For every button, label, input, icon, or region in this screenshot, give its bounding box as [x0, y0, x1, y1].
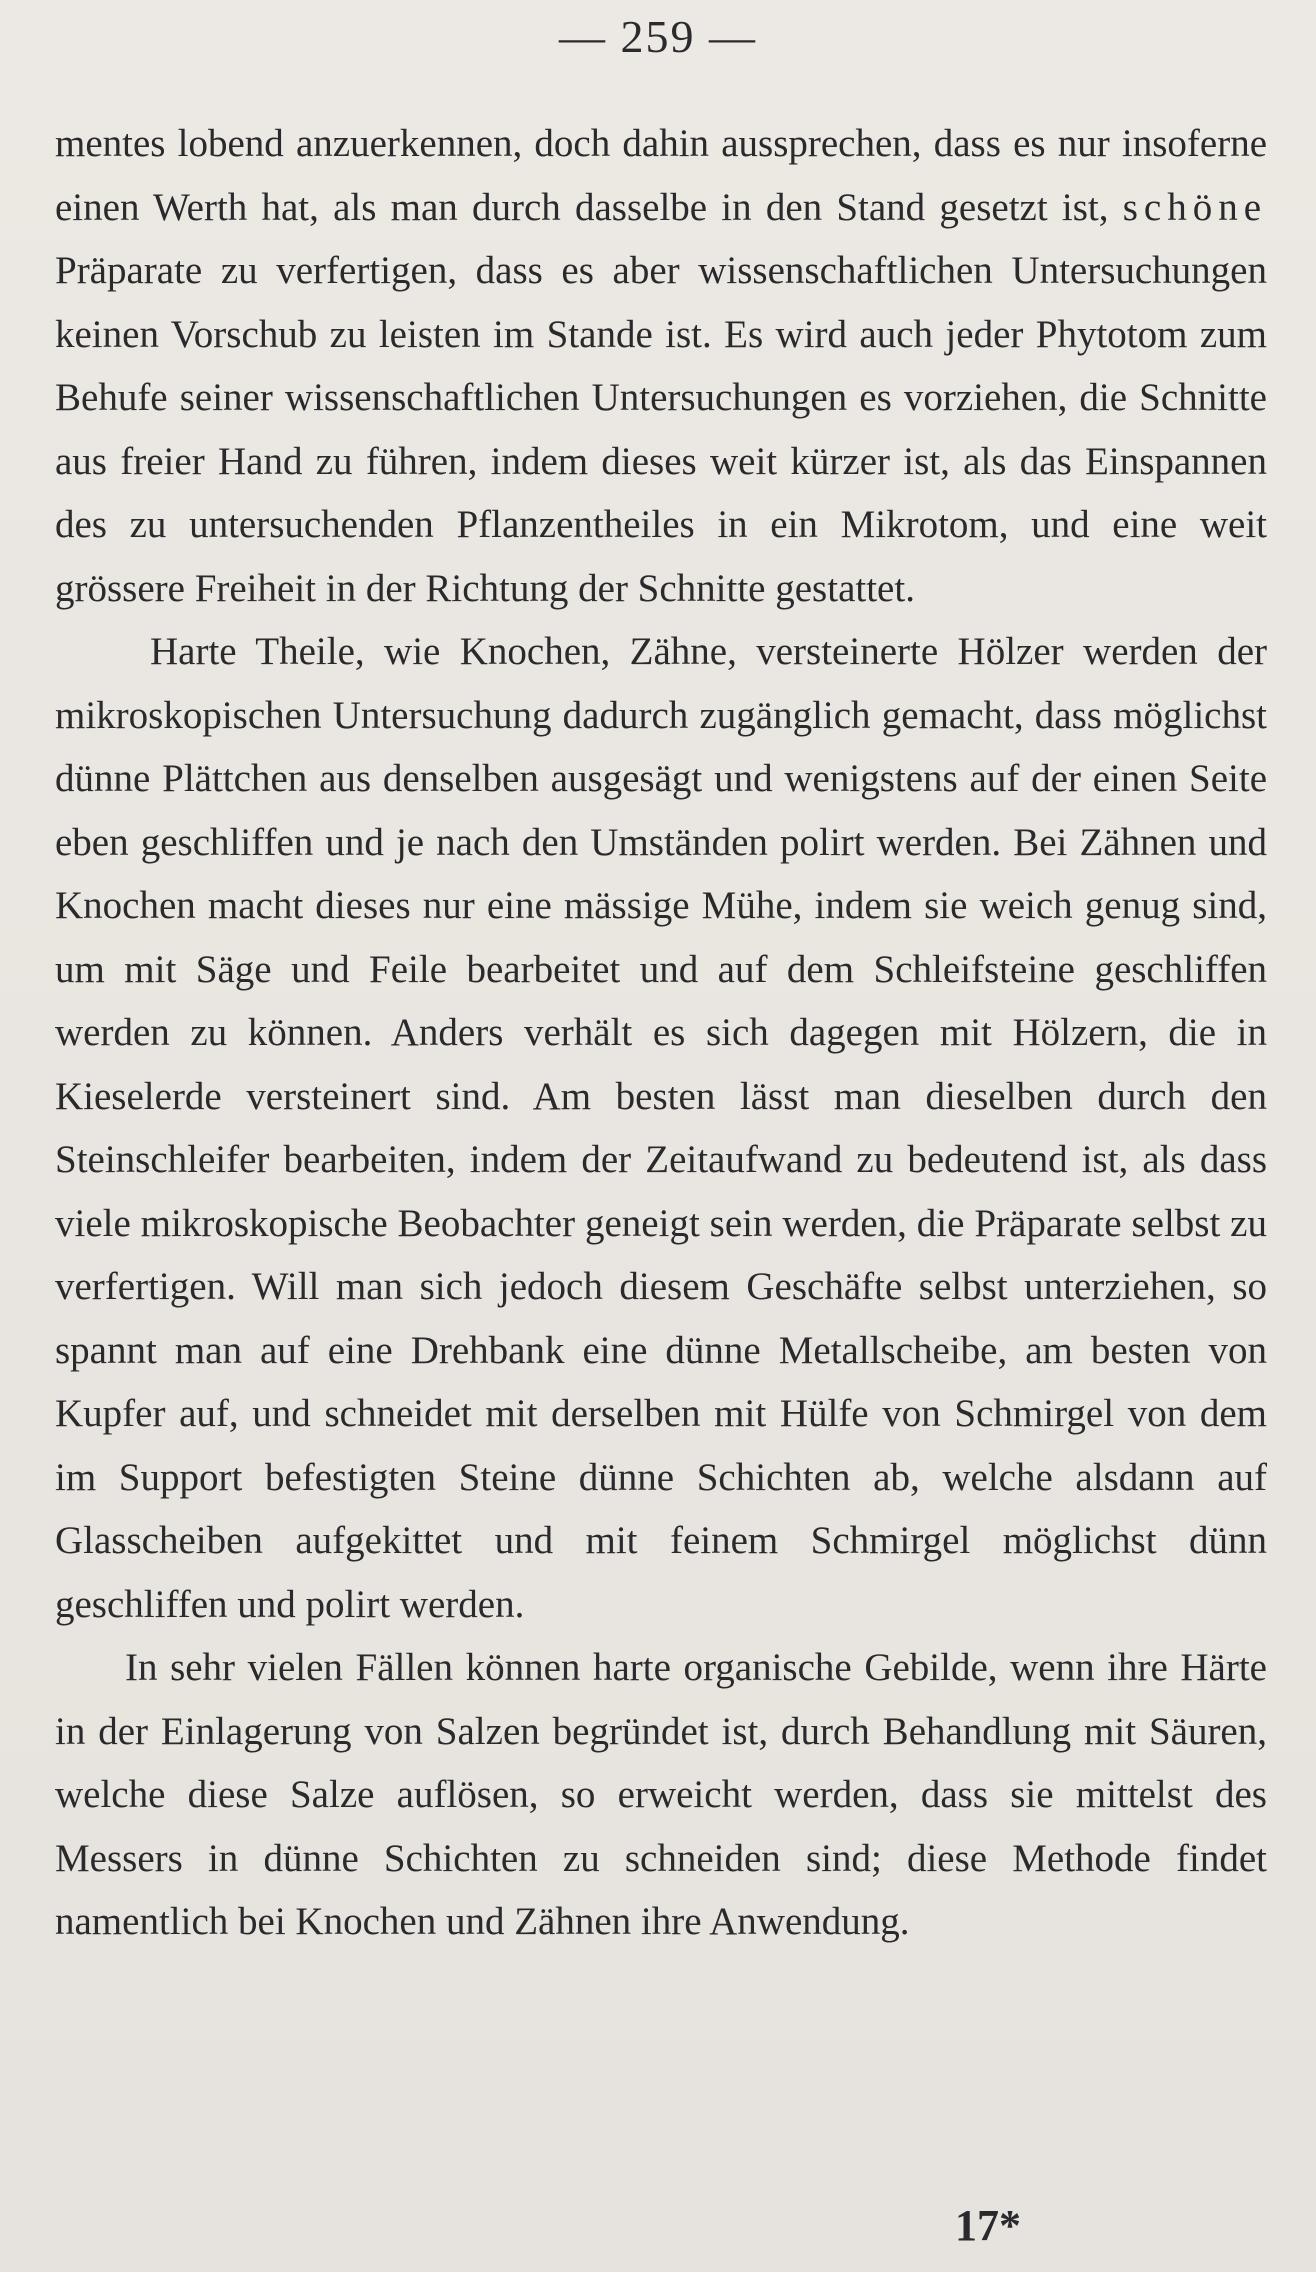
body-text	[55, 112, 1267, 1954]
paragraph-1-part-b: Präparate zu verfertigen, dass es aber wissenschaftlichen Untersuchungen keinen Vorschub zu leisten im Stande ist. Es wird auch jeder Phytotom zum Behufe seiner wissenschaftlichen Untersuchungen es vorziehen, die Schnitte aus freier Hand zu führen, indem dieses weit kürzer ist, als das Einspannen des zu untersuchenden Pflanzentheiles in ein Mikrotom, und eine weit grössere Freiheit in der Richtung der Schnitte gestattet.	[55, 249, 1267, 610]
page-number-header: — 259 —	[559, 11, 757, 62]
signature-mark: 17*	[955, 2201, 1021, 2250]
paragraph-1-part-a: mentes lobend anzuerkennen, doch dahin aussprechen, dass es nur insoferne einen Werth hat, als man durch dasselbe in den Stand gesetzt ist,	[55, 122, 1267, 229]
emphasized-word: schöne	[1122, 185, 1268, 229]
paragraph-3: In sehr vielen Fällen können harte organische Gebilde, wenn ihre Härte in der Einlagerung von Salzen begründet ist, durch Behandlung mit Säuren, welche diese Salze auflösen, so erweicht werden, dass sie mittelst des Messers in dünne Schichten zu schneiden sind; diese Methode findet namentlich bei Knochen und Zähnen ihre Anwendung.	[55, 1646, 1267, 1943]
paragraph-1	[55, 112, 1267, 620]
paragraph-2: Harte Theile, wie Knochen, Zähne, versteinerte Hölzer werden der mikroskopischen Untersuchung dadurch zugänglich gemacht, dass möglichst dünne Plättchen aus denselben ausgesägt und wenigstens auf der einen Seite eben geschliffen und je nach den Umständen polirt werden. Bei Zähnen und Knochen macht dieses nur eine mässige Mühe, indem sie weich genug sind, um mit Säge und Feile bearbeitet und auf dem Schleifsteine geschliffen werden zu können. Anders verhält es sich dagegen mit Hölzern, die in Kieselerde versteinert sind. Am besten lässt man dieselben durch den Steinschleifer bearbeiten, indem der Zeitaufwand zu bedeutend ist, als dass viele mikroskopische Beobachter geneigt sein werden, die Präparate selbst zu verfertigen. Will man sich jedoch diesem Geschäfte selbst unterziehen, so spannt man auf eine Drehbank eine dünne Metallscheibe, am besten von Kupfer auf, und schneidet mit derselben mit Hülfe von Schmirgel von dem im Support befestigten Steine dünne Schichten ab, welche alsdann auf Glasscheiben aufgekittet und mit feinem Schmirgel möglichst dünn geschliffen und polirt werden.	[55, 630, 1267, 1626]
